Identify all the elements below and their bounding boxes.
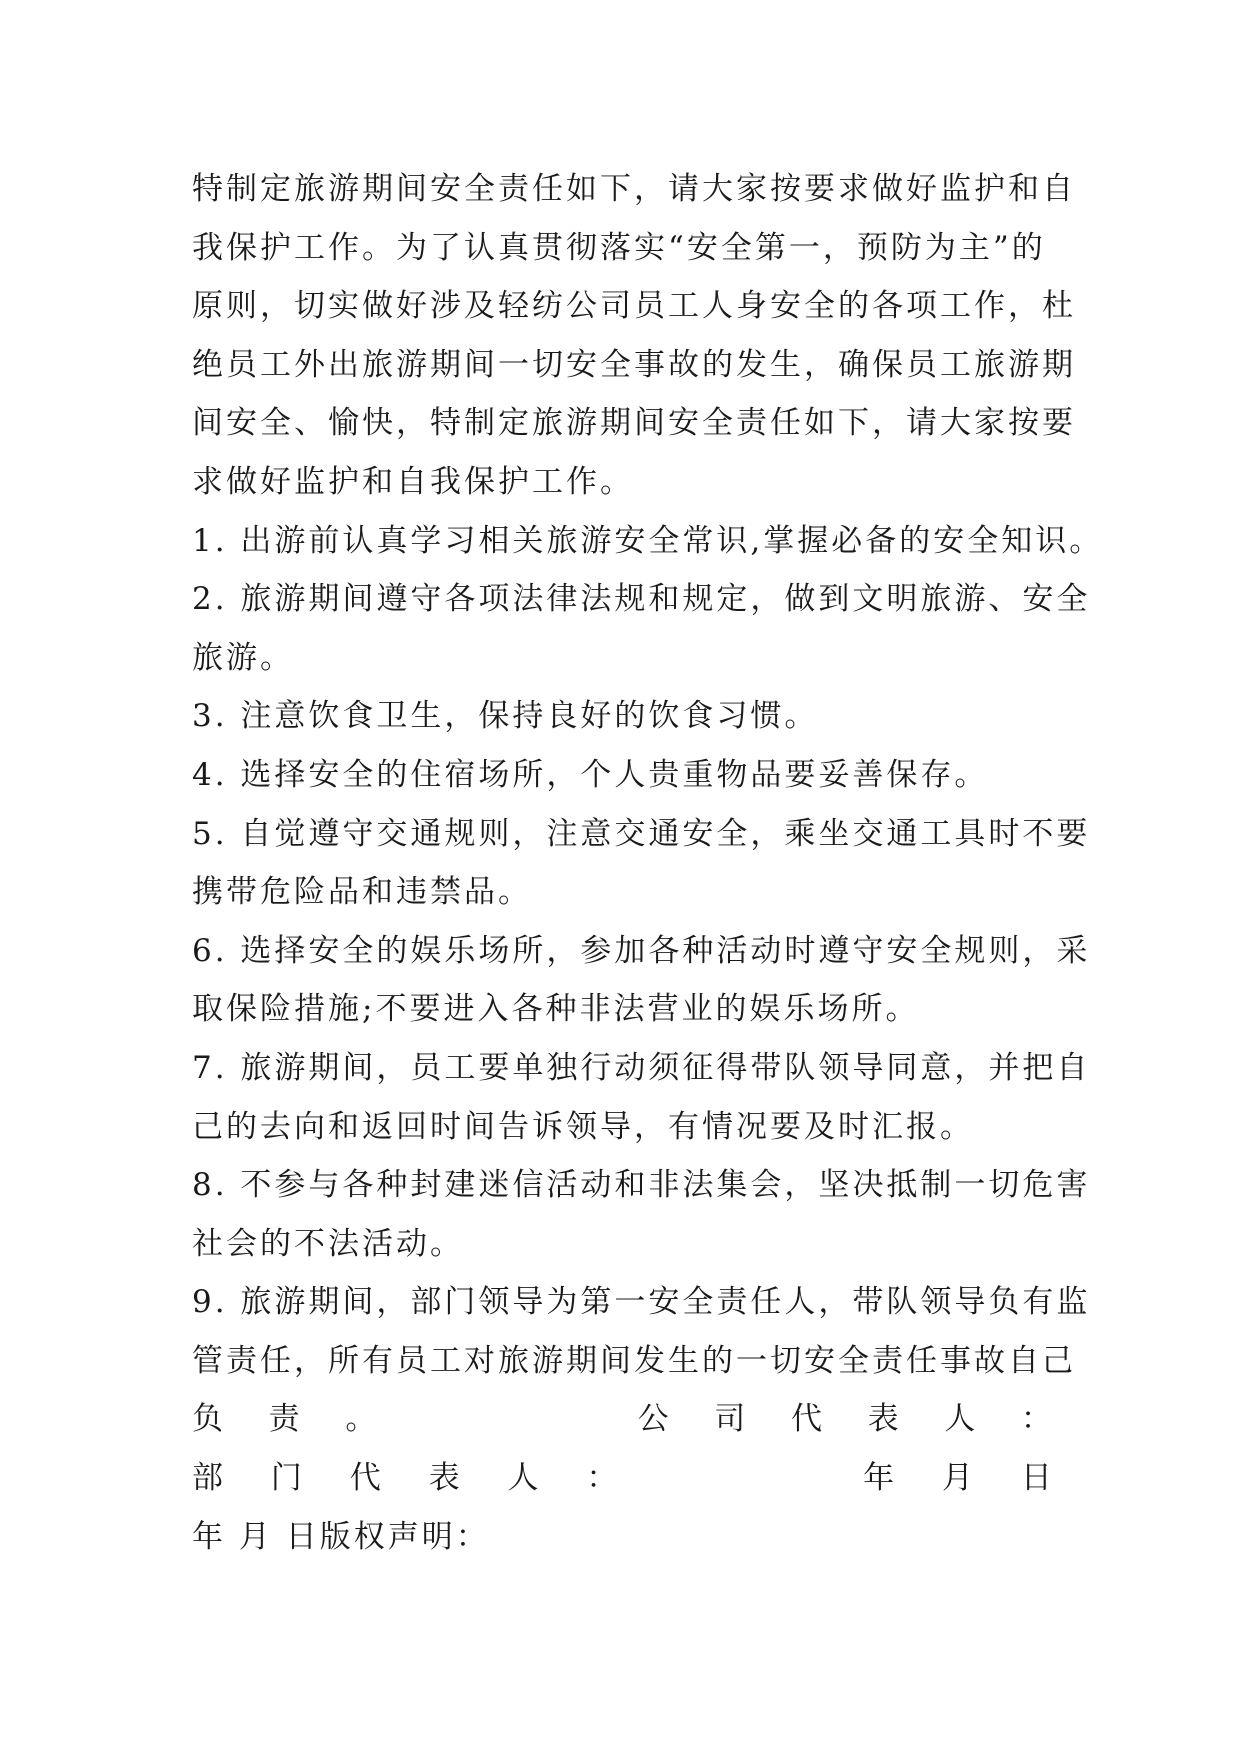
intro-line-5: 间安全、愉快，特制定旅游期间安全责任如下，请大家按要 (192, 405, 1076, 442)
item-line-14: 9. 旅游期间，部门领导为第一安全责任人，带队领导负有监 (192, 1284, 1091, 1321)
item-line-13: 社会的不法活动。 (192, 1225, 464, 1262)
sig-char: 部 (192, 1460, 223, 1497)
item-line-6: 5. 自觉遵守交通规则，注意交通安全，乘坐交通工具时不要 (192, 815, 1091, 852)
sig-char: 公 (637, 1401, 669, 1438)
item-line-2: 2. 旅游期间遵守各项法律法规和规定，做到文明旅游、安全 (192, 581, 1091, 618)
sig-char: 人 (944, 1401, 976, 1438)
sig-char: 代 (349, 1460, 381, 1497)
sig-char: 。 (345, 1401, 377, 1438)
item-line-10: 7. 旅游期间，员工要单独行动须征得带队领导同意，并把自 (192, 1049, 1091, 1086)
item-line-4: 3. 注意饮食卫生，保持良好的饮食习惯。 (192, 698, 819, 735)
sig-char: ： (586, 1460, 618, 1497)
sig-char: 司 (714, 1401, 746, 1438)
sig-char: 月 (942, 1460, 973, 1497)
intro-line-1: 特制定旅游期间安全责任如下，请大家按要求做好监护和自 (192, 171, 1076, 207)
item-line-15: 管责任，所有员工对旅游期间发生的一切安全责任事故自己 (192, 1342, 1076, 1379)
item-line-11: 己的去向和返回时间告诉领导，有情况要及时汇报。 (192, 1108, 974, 1145)
sig-char: 负 (192, 1401, 223, 1438)
sig-char: 责 (268, 1401, 300, 1438)
sig-spacer (422, 1390, 592, 1449)
item-line-5: 4. 选择安全的住宿场所，个人贵重物品要妥善保存。 (192, 756, 989, 793)
sig-char: 代 (790, 1401, 822, 1438)
sig-spacer (665, 1449, 815, 1508)
sig-char: 人 (507, 1460, 539, 1497)
intro-line-3: 原则，切实做好涉及轻纺公司员工人身安全的各项工作，杜 (192, 288, 1076, 325)
copyright-line: 年 月 日版权声明： (192, 1518, 490, 1555)
sig-char: 年 (863, 1460, 895, 1497)
item-line-12: 8. 不参与各种封建迷信活动和非法集会，坚决抵制一切危害 (192, 1167, 1091, 1204)
item-line-1: 1. 出游前认真学习相关旅游安全常识,掌握必备的安全知识。 (192, 522, 1104, 559)
sig-char: 表 (867, 1401, 899, 1438)
item-line-7: 携带危险品和违禁品。 (192, 874, 532, 911)
item-line-3: 旅游。 (192, 639, 294, 676)
intro-line-2: 我保护工作。为了认真贯彻落实“安全第一，预防为主”的 (192, 229, 1046, 266)
sig-char: ： (1020, 1401, 1052, 1438)
sig-char: 日 (1020, 1460, 1052, 1497)
intro-line-4: 绝员工外出旅游期间一切安全事故的发生，确保员工旅游期 (192, 346, 1076, 383)
sig-char: 门 (270, 1460, 302, 1497)
intro-line-6: 求做好监护和自我保护工作。 (192, 463, 634, 500)
item-line-9: 取保险措施;不要进入各种非法营业的娱乐场所。 (192, 991, 920, 1028)
item-line-8: 6. 选择安全的娱乐场所，参加各种活动时遵守安全规则，采 (192, 932, 1091, 969)
signature-line-department (192, 1449, 1052, 1508)
sig-char: 表 (428, 1460, 460, 1497)
signature-line-company (192, 1390, 1052, 1449)
document-body (192, 160, 1104, 1566)
